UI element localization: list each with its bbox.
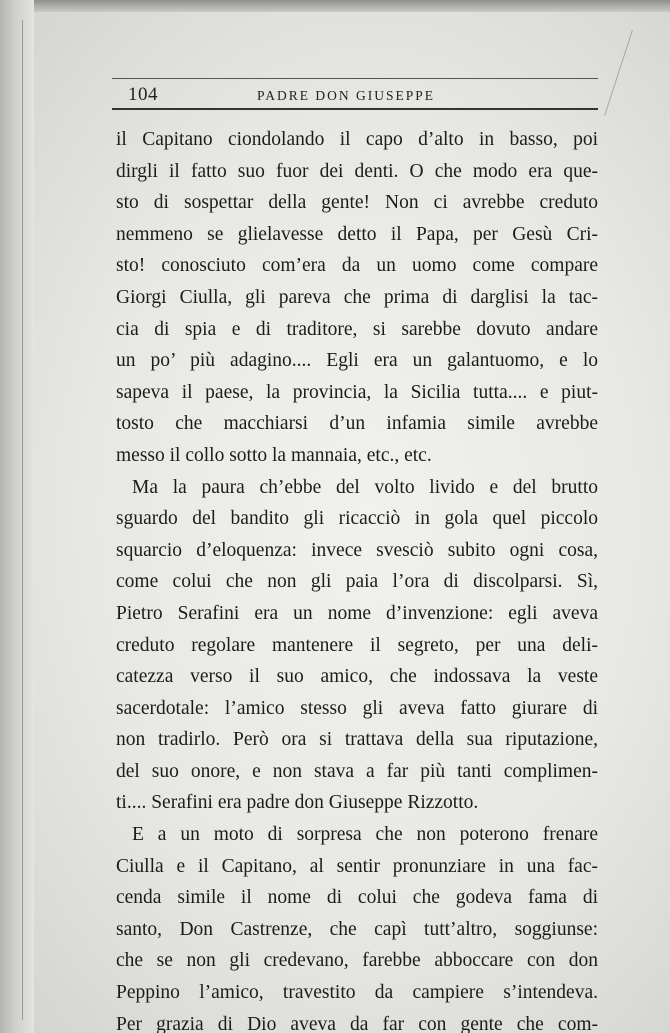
text-line: come colui che non gli paia l’ora di discolparsi. Sì,: [116, 571, 598, 593]
page-header: [112, 78, 598, 112]
text-line: del suo onore, e non stava a far più tanti complimen-: [116, 760, 598, 782]
top-page-edge: [0, 0, 670, 12]
text-line: Peppino l’amico, travestito da campiere s’intendeva.: [116, 982, 598, 1004]
text-line: messo il collo sotto la mannaia, etc., etc.: [116, 444, 432, 466]
text-line: tosto che macchiarsi d’un infamia simile avrebbe: [116, 413, 598, 435]
text-line: dirgli il fatto suo fuor dei denti. O che modo era que-: [116, 160, 598, 182]
text-line: Giorgi Ciulla, gli pareva che prima di darglisi la tac-: [116, 286, 598, 308]
text-line: sto! conosciuto com’era da un uomo come compare: [116, 255, 598, 277]
header-top-rule: [112, 78, 598, 79]
text-line: che se non gli credevano, farebbe abboccare con don: [116, 950, 598, 972]
text-line: Ciulla e il Capitano, al sentir pronunziare in una fac-: [116, 855, 598, 877]
text-line: cenda simile il nome di colui che godeva fama di: [116, 887, 598, 909]
text-line: catezza verso il suo amico, che indossava la veste: [116, 666, 598, 688]
text-line: ti.... Serafini era padre don Giuseppe Rizzotto.: [116, 792, 479, 814]
text-line: sacerdotale: l’amico stesso gli aveva fatto giurare di: [116, 697, 598, 719]
body-text: [116, 124, 598, 1033]
text-line: santo, Don Castrenze, che capì tutt’altro, soggiunse:: [116, 918, 598, 940]
text-line: Ma la paura ch’ebbe del volto livido e del brutto: [132, 476, 598, 498]
text-line: non tradirlo. Però ora si trattava della sua riputazione,: [116, 729, 598, 751]
text-line: un po’ più adagino.... Egli era un galantuomo, e lo: [116, 350, 598, 372]
text-line: sguardo del bandito gli ricacciò in gola quel piccolo: [116, 508, 598, 530]
pencil-mark: [604, 30, 633, 116]
text-line: Pietro Serafini era un nome d’invenzione: egli aveva: [116, 602, 598, 624]
header-bottom-rule: [112, 108, 598, 110]
left-page-edge: [0, 0, 34, 1033]
running-head: PADRE DON GIUSEPPE: [257, 88, 436, 103]
text-line: squarcio d’eloquenza: invece svesciò subito ogni cosa,: [116, 539, 598, 561]
text-line: nemmeno se glielavesse detto il Papa, per Gesù Cri-: [116, 223, 598, 245]
text-line: sto di sospettar della gente! Non ci avrebbe creduto: [116, 192, 598, 214]
text-line: sapeva il paese, la provincia, la Sicilia tutta.... e piut-: [116, 381, 598, 403]
text-line: creduto regolare mantenere il segreto, per una deli-: [116, 634, 598, 656]
text-line: E a un moto di sorpresa che non poterono frenare: [132, 824, 598, 846]
text-line: Per grazia di Dio aveva da far con gente che com-: [116, 1013, 598, 1033]
binding-line: [22, 20, 23, 1020]
page-number: 104: [128, 84, 158, 105]
text-line: il Capitano ciondolando il capo d’alto in basso, poi: [116, 129, 598, 150]
text-line: cia di spia e di traditore, si sarebbe dovuto andare: [116, 318, 598, 340]
